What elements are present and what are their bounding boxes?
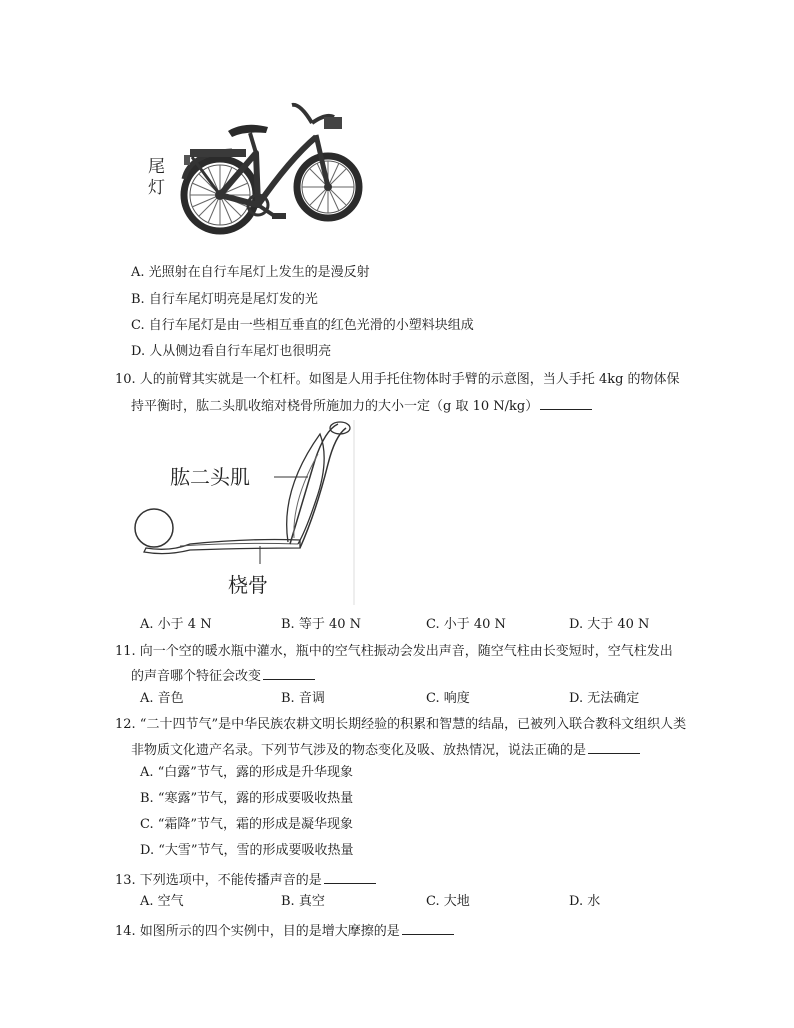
q13-option-a: A. 空气 — [140, 894, 184, 909]
q9-option-d: D. 人从侧边看自行车尾灯也很明亮 — [131, 344, 332, 359]
q9-option-a: A. 光照射在自行车尾灯上发生的是漫反射 — [131, 265, 370, 280]
biceps-label: 肱二头肌 — [170, 465, 250, 489]
bicycle-figure — [140, 95, 370, 245]
q10-option-c: C. 小于 40 N — [426, 617, 506, 632]
q11-stem-line2 — [131, 665, 315, 687]
q11-stem-line1: 11. 向一个空的暖水瓶中灌水，瓶中的空气柱振动会发出声音，随空气柱由长变短时，空气柱发出 — [115, 644, 673, 659]
q10-option-d: D. 大于 40 N — [569, 617, 650, 632]
q10-stem-line2-text: 持平衡时，肱二头肌收缩对桡骨所施加力的大小一定（g 取 10 N/kg） — [131, 399, 539, 414]
q12-option-d: D. “大雪”节气，雪的形成要吸收热量 — [140, 843, 354, 858]
q12-option-c: C. “霜降”节气，霜的形成是凝华现象 — [140, 817, 354, 832]
answer-blank — [588, 739, 640, 754]
q10-stem-line1: 10. 人的前臂其实就是一个杠杆。如图是人用手托住物体时手臂的示意图，当人手托 4kg 的物体保 — [115, 372, 680, 387]
q9-option-b: B. 自行车尾灯明亮是尾灯发的光 — [131, 292, 318, 307]
q12-stem-line2-text: 非物质文化遗产名录。下列节气涉及的物态变化及吸、放热情况，说法正确的是 — [131, 743, 587, 758]
answer-blank — [540, 395, 592, 410]
q10-stem-line2 — [131, 395, 592, 417]
q13-stem-text: 13. 下列选项中，不能传播声音的是 — [115, 873, 322, 888]
q11-option-c: C. 响度 — [426, 691, 470, 706]
answer-blank — [324, 869, 376, 884]
q10-option-b: B. 等于 40 N — [281, 617, 361, 632]
q11-stem-line2-text: 的声音哪个特征会改变 — [131, 669, 262, 684]
q11-option-a: A. 音色 — [140, 691, 184, 706]
tail-light-label: 尾灯 — [148, 157, 165, 198]
q12-stem-line2 — [131, 739, 640, 761]
q12-option-b: B. “寒露”节气，露的形成要吸收热量 — [140, 791, 354, 806]
answer-blank — [402, 920, 454, 935]
q14-stem — [115, 920, 454, 942]
radius-label: 桡骨 — [228, 573, 268, 597]
q11-option-d: D. 无法确定 — [569, 691, 640, 706]
q10-option-a: A. 小于 4 N — [140, 617, 212, 632]
forearm-figure — [130, 420, 360, 605]
q14-stem-text: 14. 如图所示的四个实例中，目的是增大摩擦的是 — [115, 924, 400, 939]
q13-option-b: B. 真空 — [281, 894, 325, 909]
answer-blank — [263, 665, 315, 680]
q12-option-a: A. “白露”节气，露的形成是升华现象 — [140, 765, 353, 780]
q13-stem — [115, 869, 376, 891]
q9-option-c: C. 自行车尾灯是由一些相互垂直的红色光滑的小塑料块组成 — [131, 318, 474, 333]
bicycle-illustration — [140, 95, 370, 245]
q12-stem-line1: 12. “二十四节气”是中华民族农耕文明长期经验的积累和智慧的结晶，已被列入联合教科文组织人类 — [115, 717, 687, 732]
q13-option-c: C. 大地 — [426, 894, 470, 909]
q13-option-d: D. 水 — [569, 894, 601, 909]
q11-option-b: B. 音调 — [281, 691, 325, 706]
